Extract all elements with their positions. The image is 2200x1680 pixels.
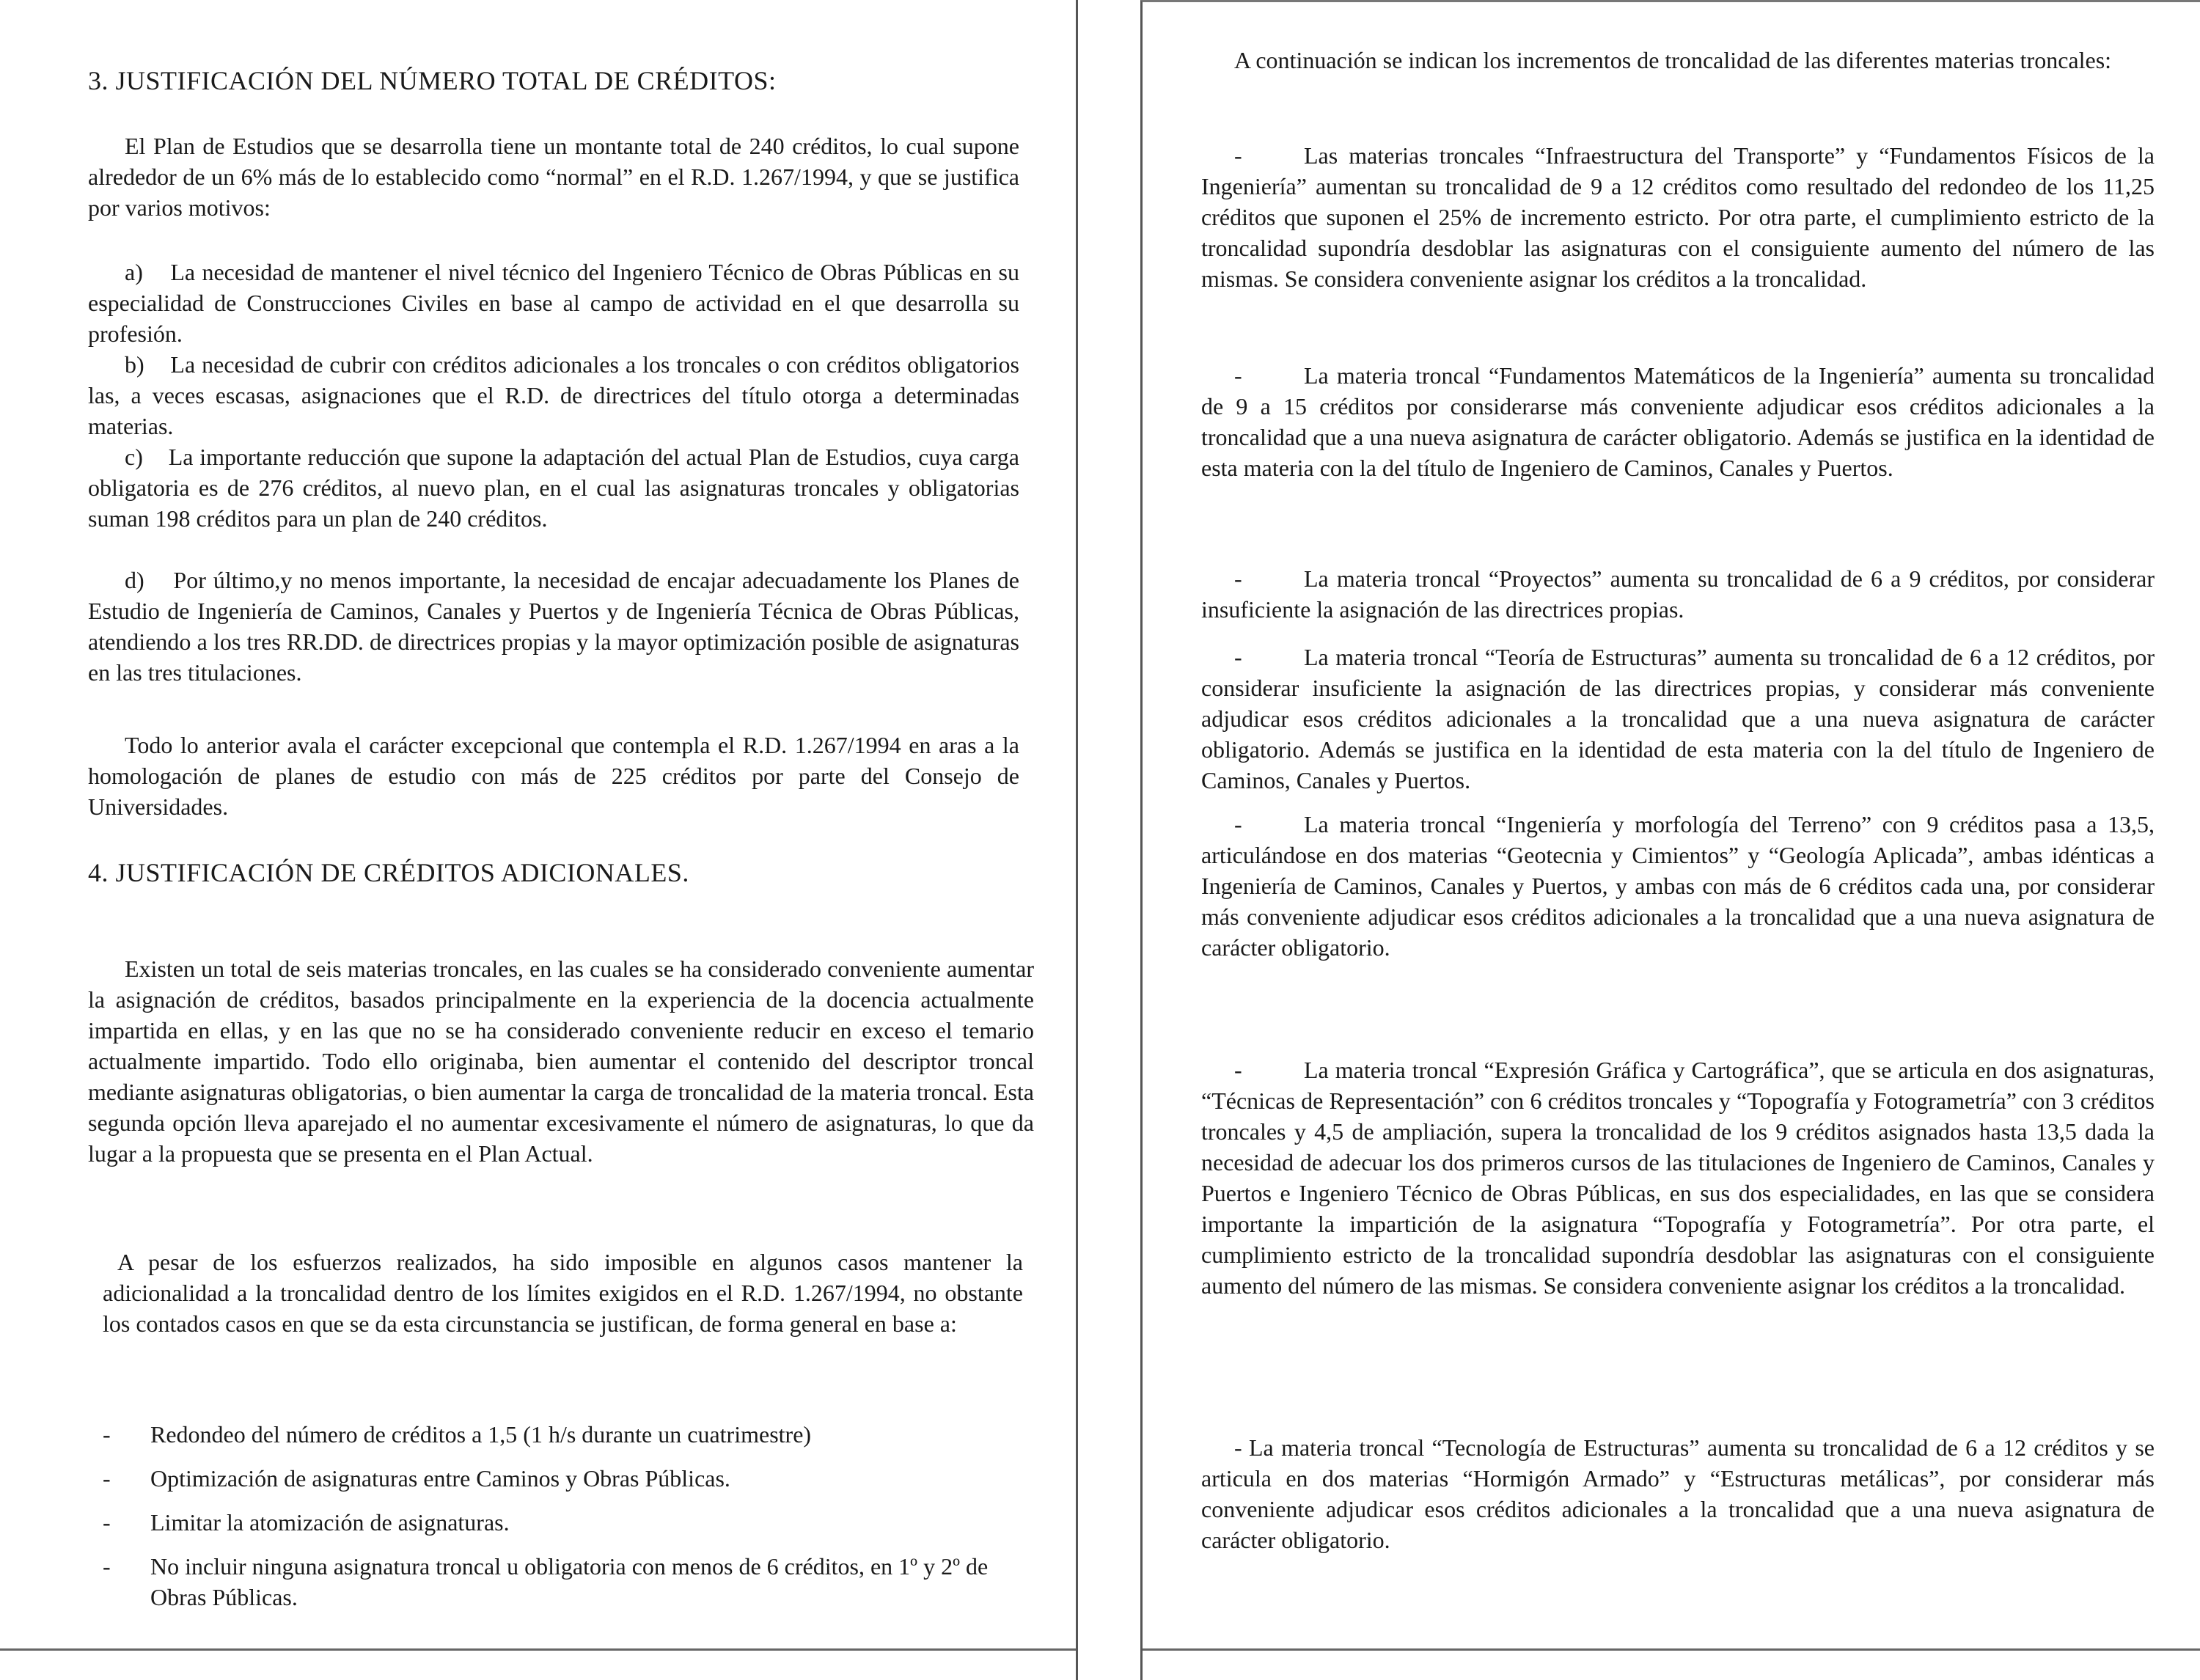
increment-item-4 [1201,642,2155,796]
reason-text: Por último,y no menos importante, la necesidad de encajar adecuadamente los Planes de Estudio de Ingeniería de Caminos, Canales y Puertos y de Ingeniería Técnica de Obras Públicas, atendiendo a los tres RR.DD. de directrices propias y la mayor optimización posible de asignaturas en las tres titulaciones. [88,567,1020,686]
reason-text: La importante reducción que supone la adaptación del actual Plan de Estudios, cuya carga obligatoria es de 276 créditos, al nuevo plan, en el cual las asignaturas troncales y obligatorias suman 198 créditos para un plan de 240 créditos. [88,444,1020,532]
dash-bullet: - [103,1509,111,1536]
dash-bullet: - [103,1553,111,1580]
dash-bullet: - [103,1421,111,1448]
reason-b [88,349,1019,441]
page-bottom-rule [1143,1648,2200,1651]
section-3-heading: 3. JUSTIFICACIÓN DEL NÚMERO TOTAL DE CRÉDITOS: [88,66,777,95]
list-item-text: Redondeo del número de créditos a 1,5 (1 h/s durante un cuatrimestre) [150,1421,812,1448]
increment-text: La materia troncal “Teoría de Estructuras” aumenta su troncalidad de 6 a 12 créditos, por considerar insuficiente la asignación de las directrices propias, y considerar más conveniente adjudicar esos créditos adicionales a la troncalidad que a una nueva asignatura de carácter obligatorio. Además se justifica en la identidad de esta materia con la del título de Ingeniero de Caminos, Canales y Puertos. [1201,644,2155,793]
dash-bullet: - [103,1465,111,1492]
reason-a [88,257,1019,349]
increment-item-5 [1201,809,2155,963]
reason-d [88,565,1019,688]
section-3-conclusion: Todo lo anterior avala el carácter excepcional que contempla el R.D. 1.267/1994 en aras a la homologación de planes de estudio con más de 225 créditos por parte del Consejo de Universidades. [88,732,1019,820]
dash-bullet: - [1234,644,1242,670]
reason-text: La necesidad de mantener el nivel técnico del Ingeniero Técnico de Obras Públicas en su especialidad de Construcciones Civiles en base al campo de actividad en el que desarrolla su profesión. [88,259,1020,347]
increment-item-6 [1201,1054,2155,1301]
page-bottom-rule [0,1648,1076,1651]
increment-item-1 [1201,140,2155,294]
increment-text: La materia troncal “Tecnología de Estructuras” aumenta su troncalidad de 6 a 12 créditos y se articula en dos materias “Hormigón Armado” y “Estructuras metálicas”, por considerar más conveniente adjudicar esos créditos adicionales a la troncalidad que a una nueva asignatura de carácter obligatorio. [1201,1434,2155,1553]
reason-label: d) [125,567,144,593]
reason-c [88,441,1019,534]
right-intro: A continuación se indican los incrementos de troncalidad de las diferentes materias troncales: [1234,47,2112,73]
reason-label: c) [125,444,143,470]
section-4-heading: 4. JUSTIFICACIÓN DE CRÉDITOS ADICIONALES. [88,858,689,887]
increment-text: La materia troncal “Expresión Gráfica y Cartográfica”, que se articula en dos asignaturas, “Técnicas de Representación” con 6 créditos troncales y “Topografía y Fotogrametría” con 3 créditos troncales y 4,5 de ampliación, supera la troncalidad de los 9 créditos asignados hasta 13,5 dada la necesidad de adecuar los dos primeros cursos de las titulaciones de Ingeniero de Caminos, Canales y Puertos e Ingeniero Técnico de Obras Públicas, en sus dos especialidades, en las que se considera importante la impartición de la asignatura “Topografía y Fotogrametría”. Por otra parte, el cumplimiento estricto de la troncalidad supondría desdoblar las asignaturas con el consiguiente aumento del número de las mismas. Se considera conveniente asignar los créditos a la troncalidad. [1201,1057,2155,1299]
dash-bullet: - [1234,811,1242,837]
section-4-paragraph-2: A pesar de los esfuerzos realizados, ha sido imposible en algunos casos mantener la adicionalidad a la troncalidad dentro de los límites exigidos en el R.D. 1.267/1994, no obstante los contados casos en que se da esta circunstancia se justifican, de forma general en base a: [103,1249,1023,1337]
dash-bullet: - [1234,142,1242,169]
list-item-text: Optimización de asignaturas entre Caminos y Obras Públicas. [150,1465,730,1492]
right-page [1140,0,2200,1680]
list-item-text: No incluir ninguna asignatura troncal u obligatoria con menos de 6 créditos, en 1º y 2º de Obras Públicas. [150,1553,989,1610]
dash-bullet: - [1234,565,1242,592]
dash-bullet: - [1234,1057,1242,1083]
increment-text: La materia troncal “Fundamentos Matemáticos de la Ingeniería” aumenta su troncalidad de 9 a 15 créditos por considerarse más conveniente adjudicar esos créditos adicionales a la troncalidad que a una nueva asignatura de carácter obligatorio. Además se justifica en la identidad de esta materia con la del título de Ingeniero de Caminos, Canales y Puertos. [1201,362,2155,481]
increment-item-2 [1201,360,2155,483]
reason-text: La necesidad de cubrir con créditos adicionales a los troncales o con créditos obligatorios las, a veces escasas, asignaciones que el R.D. de directrices del título otorga a determinadas materias. [88,351,1020,439]
increment-text: La materia troncal “Ingeniería y morfología del Terreno” con 9 créditos pasa a 13,5, articulándose en dos materias “Geotecnia y Cimientos” y “Geología Aplicada”, ambas idénticas a Ingeniería de Caminos, Canales y Puertos, y ambas con más de 6 créditos cada una, por considerar más conveniente adjudicar esos créditos adicionales a la troncalidad que a una nueva asignatura de carácter obligatorio. [1201,811,2155,961]
increment-text: La materia troncal “Proyectos” aumenta su troncalidad de 6 a 9 créditos, por considerar insuficiente la asignación de las directrices propias. [1201,565,2155,623]
reason-label: b) [125,351,144,378]
dash-bullet: - [1234,362,1242,389]
left-page [0,0,1078,1680]
section-4-paragraph-1: Existen un total de seis materias troncales, en las cuales se ha considerado conveniente aumentar la asignación de créditos, basados principalmente en la experiencia de la docencia actualmente impartida en ellas, y en las que no se ha considerado conveniente reducir en exceso el temario actualmente impartido. Todo ello originaba, bien aumentar el contenido del descriptor troncal mediante asignaturas obligatorias, o bien aumentar la carga de troncalidad de la materia troncal. Esta segunda opción lleva aparejado el no aumentar excesivamente el número de asignaturas, lo que da lugar a la propuesta que se presenta en el Plan Actual. [88,955,1034,1167]
increment-item-3 [1201,563,2155,625]
increment-text: Las materias troncales “Infraestructura del Transporte” y “Fundamentos Físicos de la Ingeniería” aumentan su troncalidad de 9 a 12 créditos como resultado del redondeo de los 11,25 créditos que suponen el 25% de incremento estricto. Por otra parte, el cumplimiento estricto de la troncalidad supondría desdoblar las asignaturas con el consiguiente aumento del número de las mismas. Se considera conveniente asignar los créditos a la troncalidad. [1201,142,2155,292]
dash-bullet: - [1234,1434,1242,1461]
section-3-intro: El Plan de Estudios que se desarrolla tiene un montante total de 240 créditos, lo cual supone alrededor de un 6% más de lo establecido como “normal” en el R.D. 1.267/1994, y que se justifica por varios motivos: [88,133,1019,221]
increment-item-7 [1201,1432,2155,1555]
reason-label: a) [125,259,143,285]
list-item-text: Limitar la atomización de asignaturas. [150,1509,510,1536]
